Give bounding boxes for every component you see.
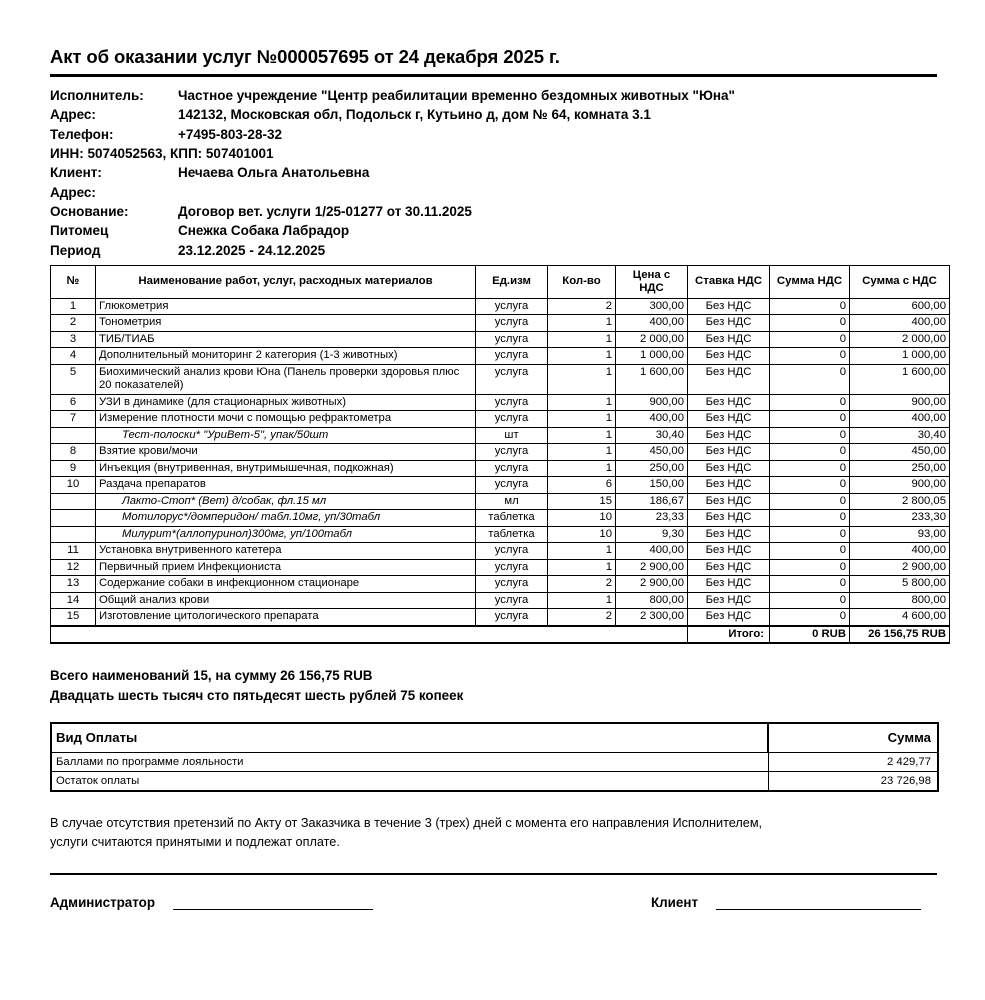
cell-name: Изготовление цитологического препарата [96,609,476,626]
administrator-label: Администратор [50,895,155,911]
client-address-value [178,183,937,202]
cell-rate: Без НДС [688,609,770,626]
cell-name: ТИБ/ТИАБ [96,331,476,348]
cell-price: 400,00 [616,543,688,560]
client-address-row [50,183,937,202]
cell-name: Содержание собаки в инфекционном стационаре [96,576,476,593]
table-row [51,444,950,461]
cell-qty: 1 [548,592,616,609]
services-table [50,265,950,645]
cell-rate: Без НДС [688,298,770,315]
cell-price: 450,00 [616,444,688,461]
cell-price: 1 600,00 [616,364,688,394]
phone-value: +7495-803-28-32 [178,126,282,142]
cell-total: 900,00 [850,477,950,494]
administrator-signature-line[interactable] [173,896,373,910]
cell-num [51,510,96,527]
performer-row [50,86,937,105]
cell-num: 9 [51,460,96,477]
summary-block [50,666,937,706]
col-header-qty: Кол-во [548,265,616,298]
cell-rate: Без НДС [688,331,770,348]
cell-vat: 0 [770,427,850,444]
payment-sum: 23 726,98 [768,772,938,792]
services-table-head [51,265,950,298]
cell-vat: 0 [770,559,850,576]
cell-qty: 2 [548,576,616,593]
cell-total: 900,00 [850,394,950,411]
cell-vat: 0 [770,315,850,332]
cell-unit: услуга [476,559,548,576]
payment-table [50,722,939,792]
cell-price: 400,00 [616,315,688,332]
cell-total: 5 800,00 [850,576,950,593]
client-signature-block [651,895,921,910]
cell-rate: Без НДС [688,510,770,527]
cell-name: Мотилорус*/домперидон/ табл.10мг, уп/30табл [96,510,476,527]
payment-kind: Баллами по программе лояльности [51,753,768,772]
cell-rate: Без НДС [688,477,770,494]
cell-name: УЗИ в динамике (для стационарных животных) [96,394,476,411]
cell-qty: 1 [548,559,616,576]
cell-total: 400,00 [850,411,950,428]
table-row [51,331,950,348]
cell-vat: 0 [770,493,850,510]
performer-address-row [50,105,937,124]
cell-name: Лакто-Стоп* (Вет) д/собак, фл.15 мл [96,493,476,510]
cell-rate: Без НДС [688,394,770,411]
cell-num: 3 [51,331,96,348]
cell-price: 2 900,00 [616,559,688,576]
cell-unit: услуга [476,331,548,348]
totals-vat: 0 RUB [770,626,850,644]
cell-name: Тест-полоски* "УриВет-5", упак/50шт [96,427,476,444]
cell-unit: услуга [476,298,548,315]
col-header-price [616,265,688,298]
services-table-body [51,298,950,643]
cell-name: Измерение плотности мочи с помощью рефрактометра [96,411,476,428]
performer-label: Исполнитель: [50,88,144,104]
col-header-price-line2: НДС [639,281,664,294]
pet-label: Питомец [50,223,109,239]
cell-qty: 1 [548,394,616,411]
table-row [51,609,950,626]
footer-divider [50,873,937,875]
inn-kpp-row: ИНН: 5074052563, КПП: 507401001 [50,146,274,162]
cell-total: 233,30 [850,510,950,527]
cell-vat: 0 [770,477,850,494]
table-row [51,592,950,609]
cell-total: 2 900,00 [850,559,950,576]
period-label: Период [50,242,101,258]
cell-vat: 0 [770,444,850,461]
cell-qty: 15 [548,493,616,510]
cell-price: 23,33 [616,510,688,527]
cell-unit: таблетка [476,510,548,527]
cell-vat: 0 [770,576,850,593]
cell-name: Общий анализ крови [96,592,476,609]
cell-price: 900,00 [616,394,688,411]
col-header-payment-kind: Вид Оплаты [51,723,768,753]
cell-vat: 0 [770,298,850,315]
payment-sum: 2 429,77 [768,753,938,772]
col-header-vat: Сумма НДС [770,265,850,298]
cell-total: 400,00 [850,543,950,560]
table-row [51,477,950,494]
col-header-price-line1: Цена с [632,268,671,281]
cell-total: 250,00 [850,460,950,477]
cell-unit: услуга [476,460,548,477]
payment-row [51,753,938,772]
cell-price: 300,00 [616,298,688,315]
table-row [51,364,950,394]
col-header-name: Наименование работ, услуг, расходных материалов [96,265,476,298]
cell-price: 186,67 [616,493,688,510]
cell-price: 30,40 [616,427,688,444]
table-row [51,427,950,444]
cell-price: 400,00 [616,411,688,428]
cell-total: 30,40 [850,427,950,444]
cell-qty: 2 [548,609,616,626]
payment-kind: Остаток оплаты [51,772,768,792]
pet-value: Снежка Собака Лабрадор [178,223,350,239]
basis-value: Договор вет. услуги 1/25-01277 от 30.11.2025 [178,203,472,219]
cell-name: Глюкометрия [96,298,476,315]
cell-vat: 0 [770,331,850,348]
cell-qty: 1 [548,315,616,332]
cell-name: Биохимический анализ крови Юна (Панель проверки здоровья плюс 20 показателей) [96,364,476,394]
period-row [50,241,937,260]
cell-num [51,427,96,444]
summary-line-2: Двадцать шесть тысяч сто пятьдесят шесть рублей 75 копеек [50,688,464,704]
cell-unit: услуга [476,411,548,428]
cell-name: Первичный прием Инфекциониста [96,559,476,576]
payment-row [51,772,938,792]
table-row [51,298,950,315]
cell-num: 6 [51,394,96,411]
cell-rate: Без НДС [688,543,770,560]
cell-vat: 0 [770,510,850,527]
cell-price: 9,30 [616,526,688,543]
cell-vat: 0 [770,592,850,609]
cell-rate: Без НДС [688,576,770,593]
cell-price: 250,00 [616,460,688,477]
acceptance-note-line-1: В случае отсутствия претензий по Акту от Заказчика в течение 3 (трех) дней с момента его направления Исполнителем, [50,816,763,831]
cell-unit: услуга [476,394,548,411]
col-header-rate: Ставка НДС [688,265,770,298]
totals-row [51,626,950,644]
cell-num: 13 [51,576,96,593]
col-header-payment-sum: Сумма [768,723,938,753]
cell-num: 7 [51,411,96,428]
payment-table-head [51,723,938,753]
cell-total: 4 600,00 [850,609,950,626]
cell-rate: Без НДС [688,315,770,332]
period-value: 23.12.2025 - 24.12.2025 [178,242,326,258]
cell-qty: 1 [548,331,616,348]
basis-label: Основание: [50,203,129,219]
cell-rate: Без НДС [688,559,770,576]
cell-unit: услуга [476,576,548,593]
page-title: Акт об оказании услуг №000057695 от 24 декабря 2025 г. [50,46,560,67]
table-row [51,493,950,510]
performer-address-label: Адрес: [50,107,96,123]
cell-rate: Без НДС [688,493,770,510]
acceptance-note [50,814,930,851]
cell-price: 150,00 [616,477,688,494]
cell-rate: Без НДС [688,427,770,444]
cell-num: 10 [51,477,96,494]
performer-address-value: 142132, Московская обл, Подольск г, Кутьино д, дом № 64, комната 3.1 [178,107,651,123]
cell-name: Милурит*(аллопуринол)300мг, уп/100табл [96,526,476,543]
table-row [51,460,950,477]
cell-qty: 1 [548,427,616,444]
cell-unit: услуга [476,477,548,494]
cell-unit: таблетка [476,526,548,543]
cell-qty: 1 [548,411,616,428]
cell-qty: 1 [548,348,616,365]
administrator-signature-block [50,895,373,910]
cell-vat: 0 [770,609,850,626]
table-row [51,526,950,543]
cell-num [51,526,96,543]
cell-unit: шт [476,427,548,444]
table-row [51,411,950,428]
cell-price: 2 300,00 [616,609,688,626]
cell-total: 400,00 [850,315,950,332]
phone-label: Телефон: [50,126,114,142]
cell-rate: Без НДС [688,460,770,477]
cell-rate: Без НДС [688,348,770,365]
cell-rate: Без НДС [688,592,770,609]
cell-price: 800,00 [616,592,688,609]
cell-unit: услуга [476,592,548,609]
cell-name: Взятие крови/мочи [96,444,476,461]
cell-qty: 1 [548,543,616,560]
cell-total: 1 000,00 [850,348,950,365]
table-row [51,348,950,365]
cell-price: 2 900,00 [616,576,688,593]
header-info-block [50,86,937,260]
cell-qty: 1 [548,364,616,394]
col-header-total: Сумма с НДС [850,265,950,298]
cell-unit: услуга [476,348,548,365]
cell-qty: 10 [548,510,616,527]
totals-sum: 26 156,75 RUB [850,626,950,644]
cell-price: 1 000,00 [616,348,688,365]
cell-num: 15 [51,609,96,626]
cell-vat: 0 [770,394,850,411]
cell-unit: услуга [476,315,548,332]
table-row [51,394,950,411]
basis-row [50,202,937,221]
cell-vat: 0 [770,460,850,477]
phone-row [50,125,937,144]
table-row [51,315,950,332]
summary-line-1: Всего наименований 15, на сумму 26 156,75 RUB [50,668,373,684]
cell-num: 4 [51,348,96,365]
cell-rate: Без НДС [688,364,770,394]
services-header-row [51,265,950,298]
pet-row [50,221,937,240]
cell-qty: 2 [548,298,616,315]
cell-vat: 0 [770,543,850,560]
table-row [51,510,950,527]
cell-total: 2 800,05 [850,493,950,510]
cell-vat: 0 [770,411,850,428]
title-divider [50,74,937,77]
cell-num: 12 [51,559,96,576]
client-row [50,163,937,182]
cell-name: Дополнительный мониторинг 2 категория (1-3 животных) [96,348,476,365]
cell-unit: услуга [476,609,548,626]
col-header-unit: Ед.изм [476,265,548,298]
cell-total: 800,00 [850,592,950,609]
table-row [51,543,950,560]
table-row [51,559,950,576]
cell-total: 93,00 [850,526,950,543]
cell-total: 450,00 [850,444,950,461]
table-row [51,576,950,593]
cell-vat: 0 [770,364,850,394]
cell-price: 2 000,00 [616,331,688,348]
cell-total: 600,00 [850,298,950,315]
cell-name: Тонометрия [96,315,476,332]
payment-table-body [51,753,938,792]
cell-vat: 0 [770,526,850,543]
cell-qty: 1 [548,444,616,461]
cell-rate: Без НДС [688,411,770,428]
totals-label: Итого: [688,626,770,644]
cell-unit: услуга [476,444,548,461]
cell-num: 5 [51,364,96,394]
performer-value: Частное учреждение "Центр реабилитации временно бездомных животных "Юна" [178,88,735,104]
signature-row [50,895,937,910]
cell-qty: 1 [548,460,616,477]
col-header-num: № [51,265,96,298]
cell-num [51,493,96,510]
cell-num: 2 [51,315,96,332]
cell-unit: мл [476,493,548,510]
client-signature-label: Клиент [651,895,699,911]
cell-unit: услуга [476,543,548,560]
cell-num: 11 [51,543,96,560]
cell-vat: 0 [770,348,850,365]
cell-rate: Без НДС [688,526,770,543]
cell-num: 14 [51,592,96,609]
cell-total: 1 600,00 [850,364,950,394]
cell-name: Установка внутривенного катетера [96,543,476,560]
cell-rate: Без НДС [688,444,770,461]
client-value: Нечаева Ольга Анатольевна [178,165,370,181]
cell-name: Раздача препаратов [96,477,476,494]
client-signature-line[interactable] [716,896,921,910]
cell-num: 1 [51,298,96,315]
cell-total: 2 000,00 [850,331,950,348]
cell-qty: 10 [548,526,616,543]
cell-name: Инъекция (внутривенная, внутримышечная, подкожная) [96,460,476,477]
client-label: Клиент: [50,165,102,181]
acceptance-note-line-2: услуги считаются принятыми и подлежат оплате. [50,834,340,849]
client-address-label: Адрес: [50,184,96,200]
cell-num: 8 [51,444,96,461]
cell-unit: услуга [476,364,548,394]
totals-blank-cell [51,626,688,644]
payment-header-row [51,723,938,753]
cell-qty: 6 [548,477,616,494]
